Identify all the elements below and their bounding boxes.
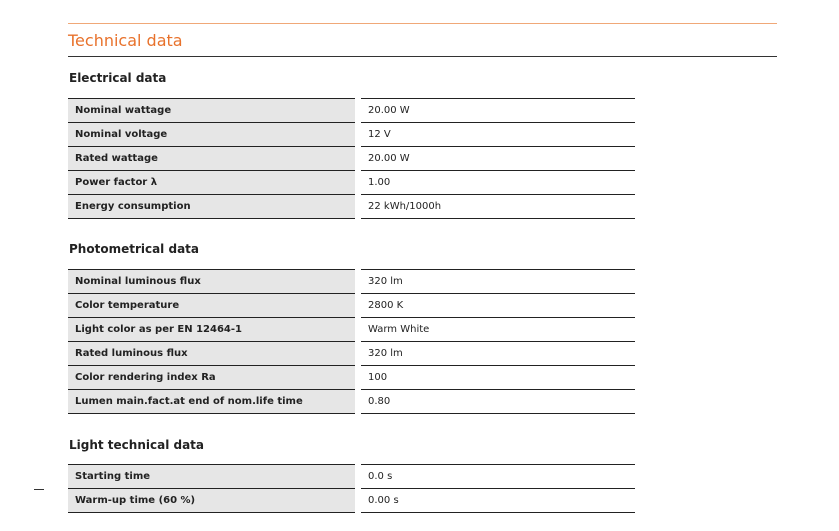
row-value: 1.00	[358, 171, 635, 195]
section-heading-electrical: Electrical data	[69, 71, 167, 85]
row-label: Nominal luminous flux	[68, 270, 358, 294]
row-value: 0.00 s	[358, 489, 635, 513]
row-value: Warm White	[358, 318, 635, 342]
row-label: Energy consumption	[68, 195, 358, 219]
row-label: Lumen main.fact.at end of nom.life time	[68, 390, 358, 414]
row-value: 0.0 s	[358, 465, 635, 489]
title-divider	[68, 56, 777, 57]
table-row	[68, 99, 635, 123]
row-value: 2800 K	[358, 294, 635, 318]
row-value: 320 lm	[358, 270, 635, 294]
row-value: 20.00 W	[358, 99, 635, 123]
row-label: Rated luminous flux	[68, 342, 358, 366]
table-row	[68, 195, 635, 219]
table-row	[68, 390, 635, 414]
row-label: Nominal voltage	[68, 123, 358, 147]
row-label: Rated wattage	[68, 147, 358, 171]
photometrical-data-table	[68, 269, 635, 414]
row-label: Color rendering index Ra	[68, 366, 358, 390]
row-label: Warm-up time (60 %)	[68, 489, 358, 513]
table-row	[68, 171, 635, 195]
margin-dash-mark	[34, 489, 44, 490]
row-value: 0.80	[358, 390, 635, 414]
page-title: Technical data	[68, 31, 183, 50]
row-label: Power factor λ	[68, 171, 358, 195]
electrical-data-table	[68, 98, 635, 219]
row-label: Light color as per EN 12464-1	[68, 318, 358, 342]
row-value: 100	[358, 366, 635, 390]
table-row	[68, 318, 635, 342]
section-heading-photometrical: Photometrical data	[69, 242, 199, 256]
table-row	[68, 270, 635, 294]
table-row	[68, 147, 635, 171]
row-value: 20.00 W	[358, 147, 635, 171]
table-row	[68, 489, 635, 513]
row-value: 320 lm	[358, 342, 635, 366]
table-row	[68, 465, 635, 489]
top-accent-rule	[68, 23, 777, 24]
table-row	[68, 123, 635, 147]
table-row	[68, 294, 635, 318]
row-value: 12 V	[358, 123, 635, 147]
row-value: 22 kWh/1000h	[358, 195, 635, 219]
table-row	[68, 366, 635, 390]
table-row	[68, 342, 635, 366]
row-label: Starting time	[68, 465, 358, 489]
section-heading-light-technical: Light technical data	[69, 438, 205, 452]
light-technical-data-table	[68, 464, 635, 513]
row-label: Nominal wattage	[68, 99, 358, 123]
row-label: Color temperature	[68, 294, 358, 318]
